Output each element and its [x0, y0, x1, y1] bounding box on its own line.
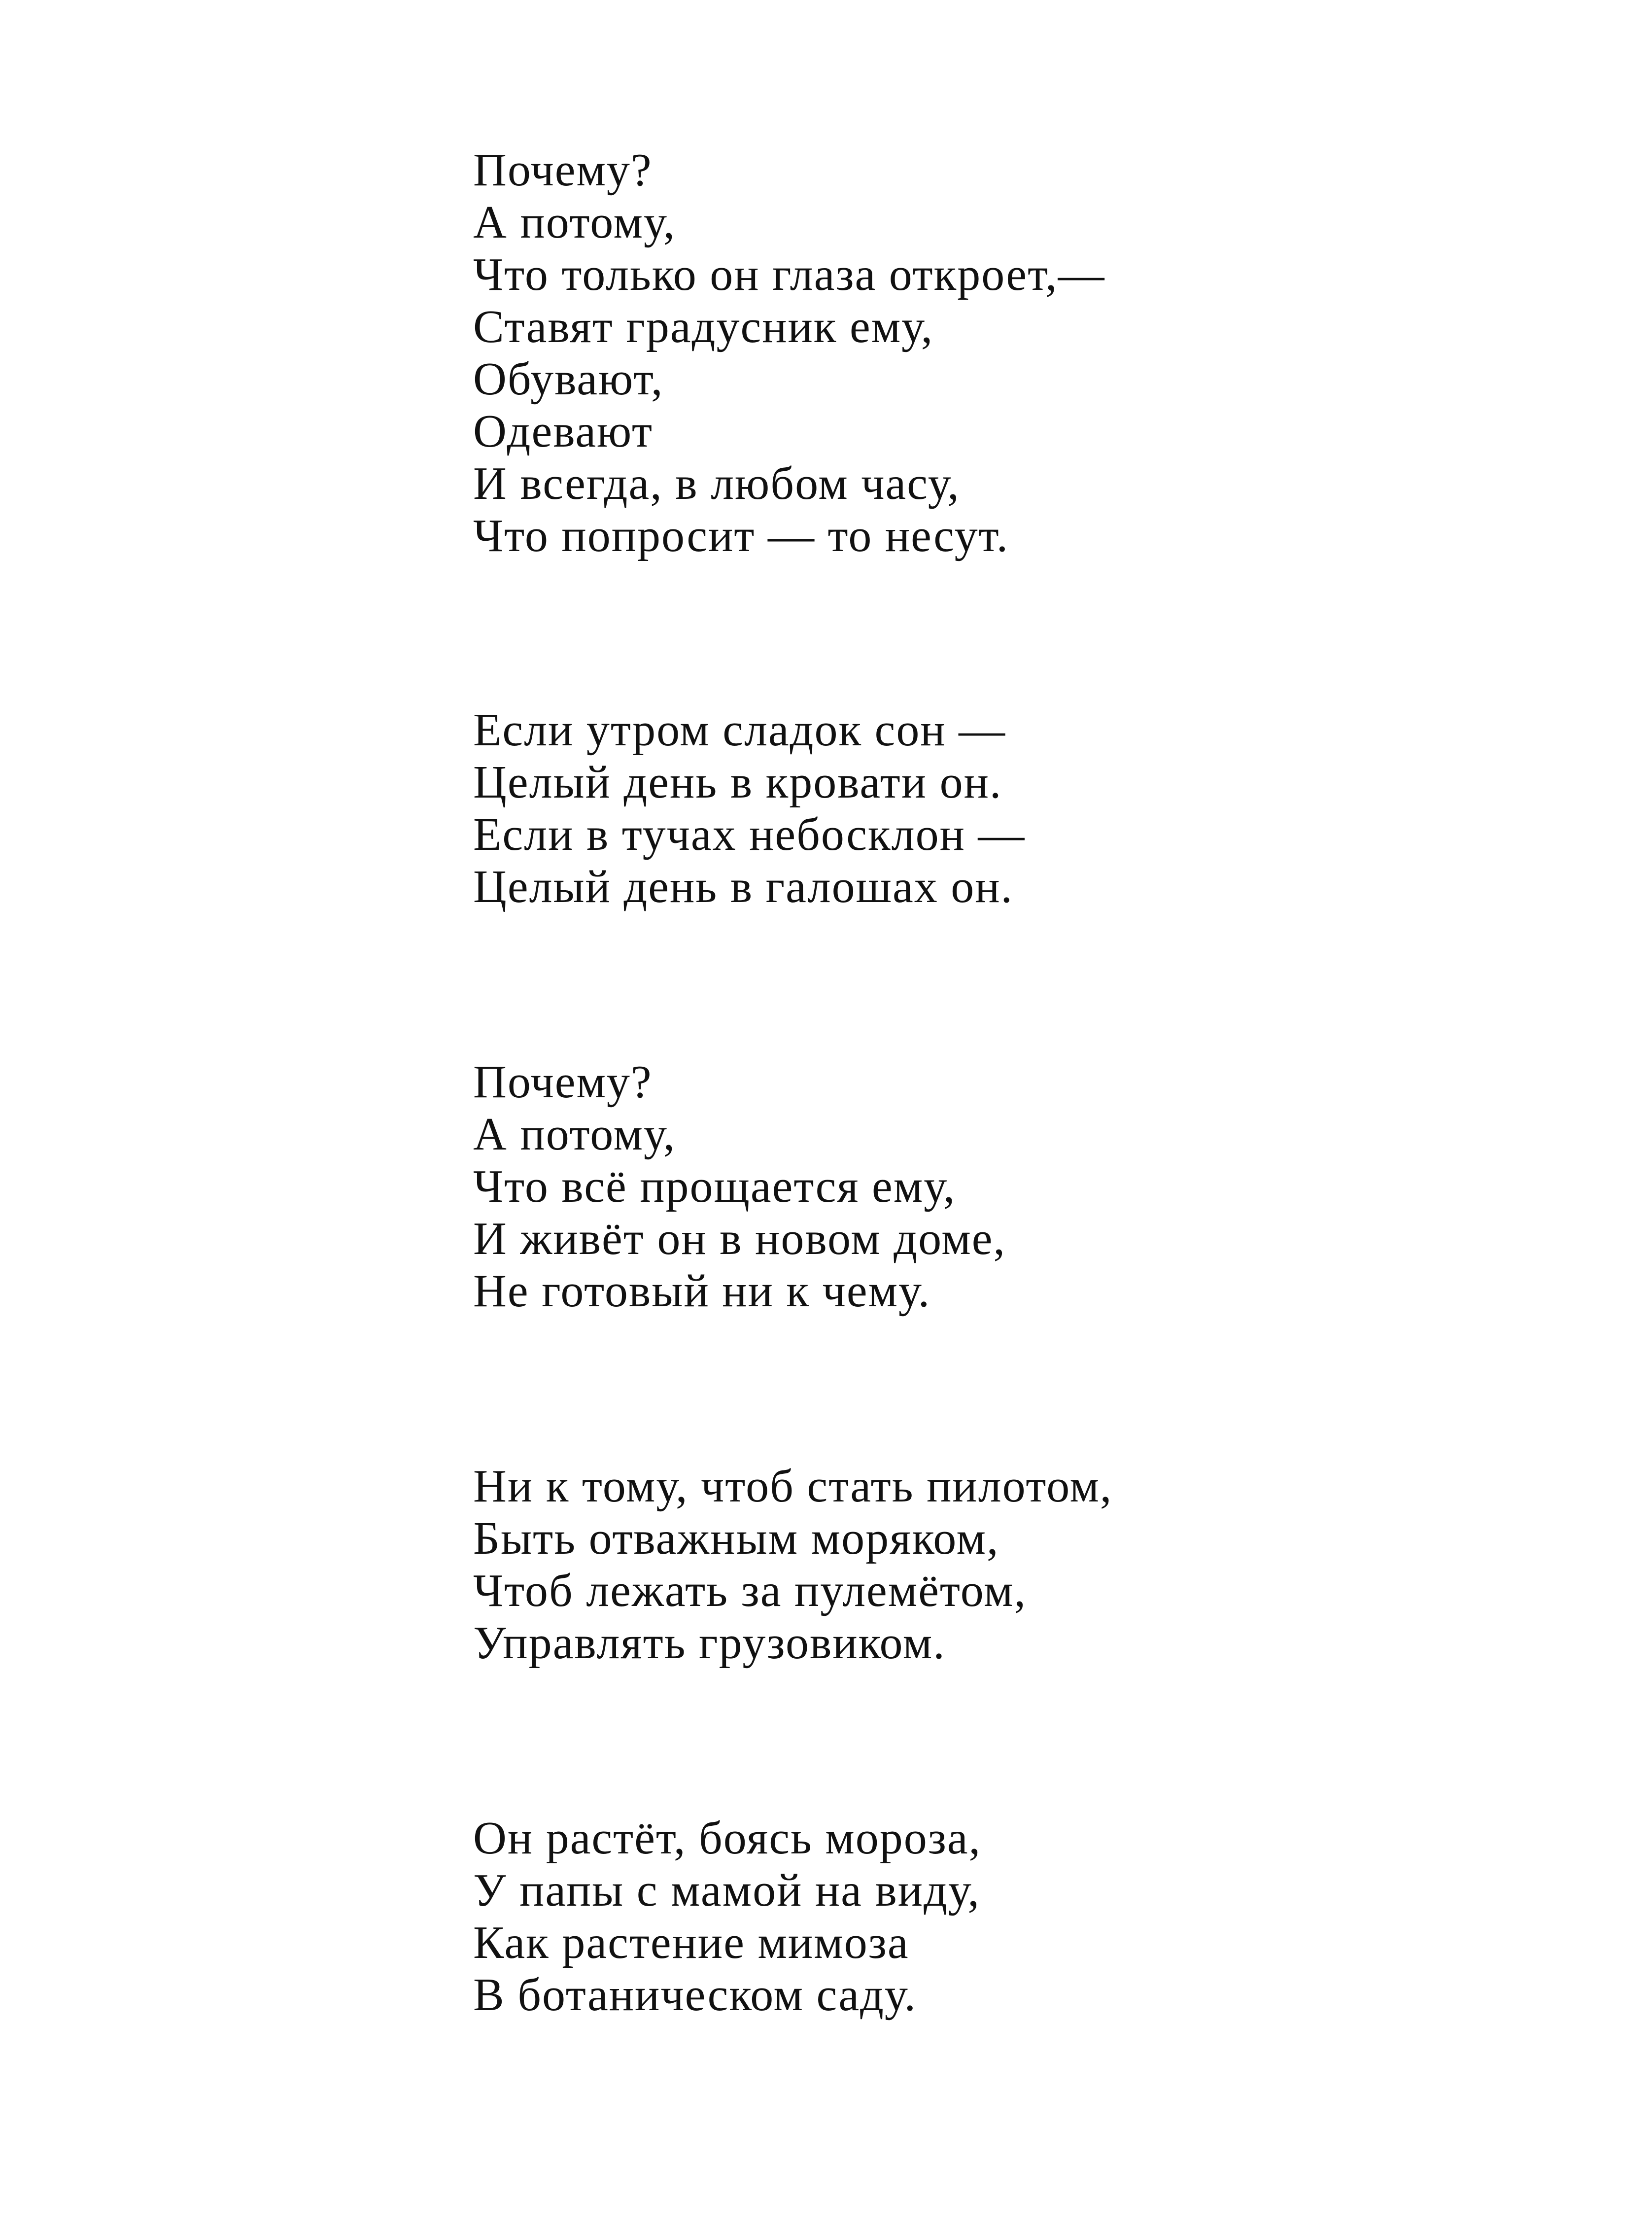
poem-line: Что попросит — то несут.: [473, 510, 1009, 561]
stanza-2: [473, 704, 1262, 913]
poem-line: Одевают: [473, 406, 654, 457]
stanza-gap: [473, 1669, 1262, 1812]
poem-line: Целый день в кровати он.: [473, 757, 1002, 808]
poem-line: Что всё прощается ему,: [473, 1161, 956, 1212]
poem-line: Почему?: [473, 1056, 653, 1108]
stanza-1: [473, 144, 1262, 562]
stanza-gap: [473, 562, 1262, 704]
stanza-3: [473, 1056, 1262, 1317]
poem-line: Что только он глаза откроет,—: [473, 249, 1105, 300]
poem-line: В ботаническом саду.: [473, 1969, 917, 2021]
poem-line: Он растёт, боясь мороза,: [473, 1813, 982, 1864]
stanza-gap: [473, 913, 1262, 1056]
poem-line: И живёт он в новом доме,: [473, 1213, 1006, 1264]
poem-text: [473, 144, 1262, 2021]
poem-line: Обувают,: [473, 353, 664, 405]
poem-line: Быть отважным моряком,: [473, 1513, 999, 1564]
stanza-5: [473, 1812, 1262, 2021]
stanza-gap: [473, 1317, 1262, 1460]
poem-line: Не готовый ни к чему.: [473, 1265, 931, 1317]
poem-line: Чтоб лежать за пулемётом,: [473, 1565, 1027, 1616]
poem-line: Ни к тому, чтоб стать пилотом,: [473, 1461, 1113, 1512]
stanza-4: [473, 1460, 1262, 1669]
poem-line: А потому,: [473, 197, 676, 248]
poem-line: Как растение мимоза: [473, 1917, 909, 1968]
poem-line: И всегда, в любом часу,: [473, 458, 960, 509]
poem-line: А потому,: [473, 1109, 676, 1160]
poem-line: Если утром сладок сон —: [473, 704, 1006, 756]
poem-line: Целый день в галошах он.: [473, 861, 1013, 912]
poem-line: Если в тучах небосклон —: [473, 809, 1026, 860]
poem-line: Управлять грузовиком.: [473, 1617, 946, 1669]
poem-line: Почему?: [473, 144, 653, 196]
poem-line: Ставят градусник ему,: [473, 301, 934, 352]
poem-line: У папы с мамой на виду,: [473, 1865, 981, 1916]
